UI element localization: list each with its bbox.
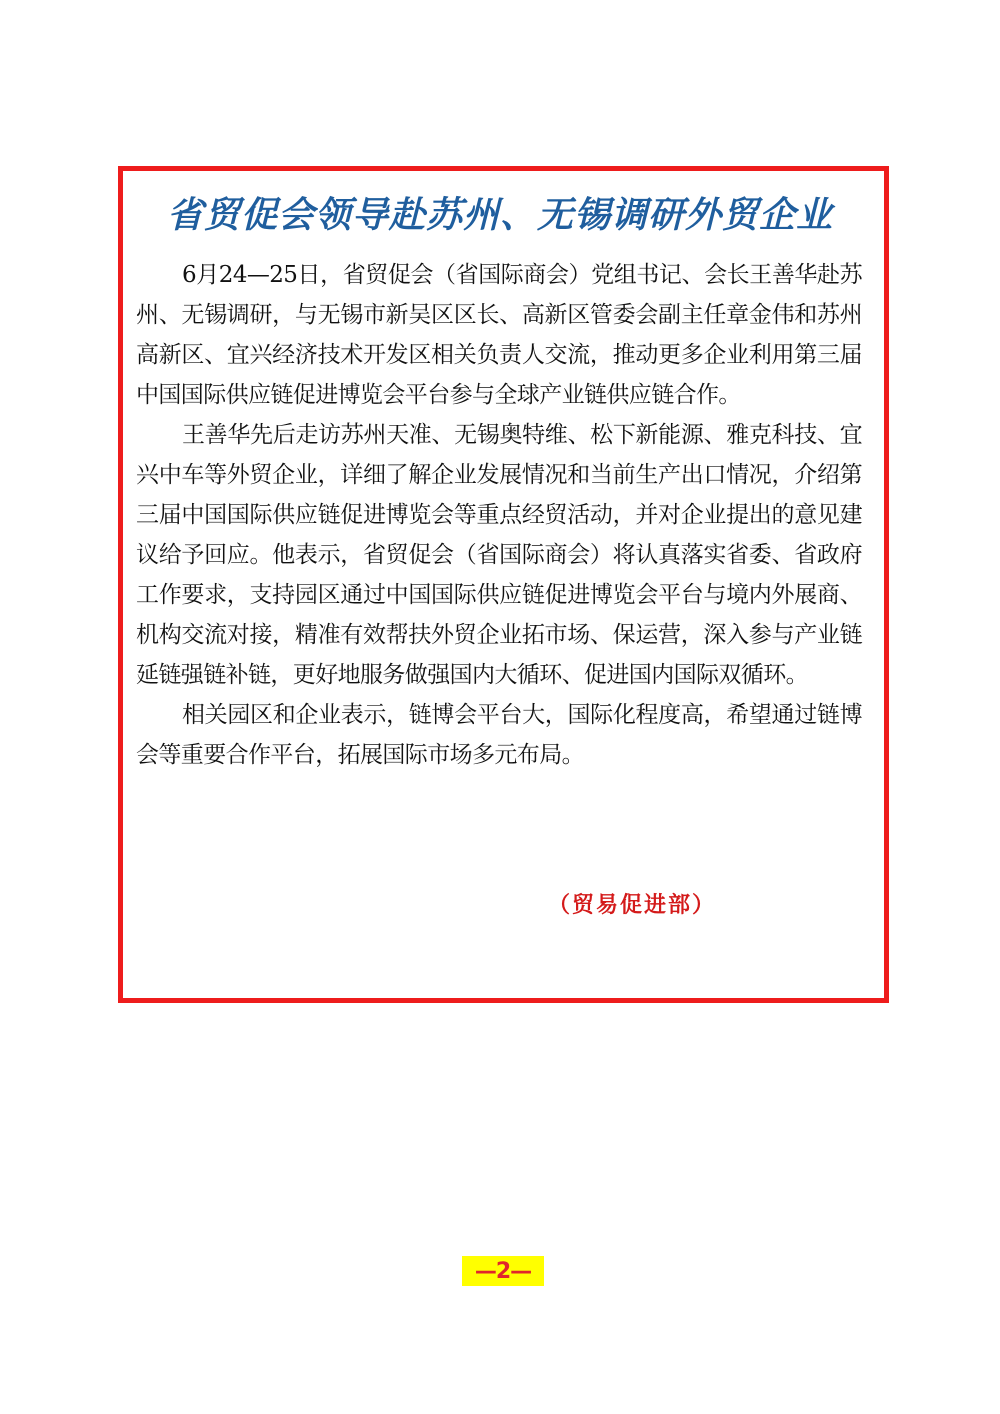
paragraph-3: 相关园区和企业表示，链博会平台大，国际化程度高，希望通过链博会等重要合作平台，拓展国际市场多元布局。	[136, 702, 862, 768]
page-number: —2—	[462, 1256, 544, 1286]
paragraph-1: 6月24—25日，省贸促会（省国际商会）党组书记、会长王善华赴苏州、无锡调研，与无锡市新吴区区长、高新区管委会副主任章金伟和苏州高新区、宜兴经济技术开发区相关负责人交流，推动更多企业利用第三届中国国际供应链促进博览会平台参与全球产业链供应链合作。	[136, 262, 862, 408]
article-source: （贸易促进部）	[548, 893, 717, 918]
article-body	[136, 255, 862, 775]
paragraph-2: 王善华先后走访苏州天准、无锡奥特维、松下新能源、雅克科技、宜兴中车等外贸企业，详细了解企业发展情况和当前生产出口情况，介绍第三届中国国际供应链促进博览会等重点经贸活动，并对企业提出的意见建议给予回应。他表示，省贸促会（省国际商会）将认真落实省委、省政府工作要求，支持园区通过中国国际供应链促进博览会平台与境内外展商、机构交流对接，精准有效帮扶外贸企业拓市场、保运营，深入参与产业链延链强链补链，更好地服务做强国内大循环、促进国内国际双循环。	[136, 422, 862, 688]
article-title: 省贸促会领导赴苏州、无锡调研外贸企业	[166, 195, 833, 236]
